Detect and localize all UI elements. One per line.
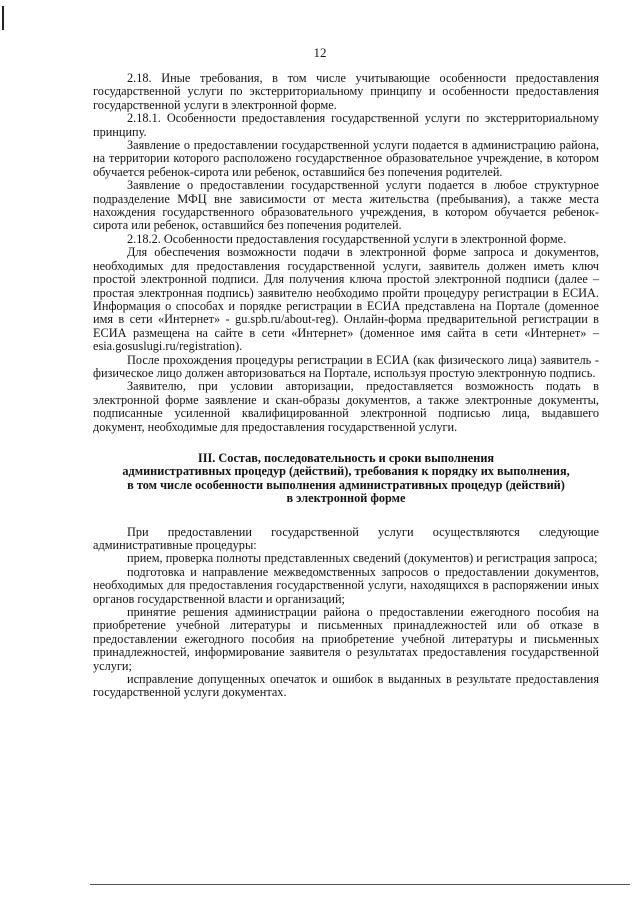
list-item-interagency-requests: подготовка и направление межведомственных запросов о предоставлении документов, необходимых для предоставления государственной услуги, находящихся в распоряжении иных органов государственной власти и организаций; [93, 564, 599, 606]
list-item-corrections: исправление допущенных опечаток и ошибок в выданных в результате предоставления государственной услуги документах. [93, 672, 599, 700]
page-edge-mark [2, 6, 4, 30]
list-item-reception: прием, проверка полноты представленных сведений (документов) и регистрация запроса; [127, 551, 598, 566]
section-heading-line-2: административных процедур (действий), требования к порядку их выполнения, [122, 464, 570, 479]
paragraph-authorization: После прохождения процедуры регистрации в ЕСИА (как физического лица) заявитель - физическое лицо должен авторизоваться на Портале, используя простую электронную подпись. [93, 352, 599, 380]
section-heading-line-3: в том числе особенности выполнения административных процедур (действий) [127, 477, 565, 492]
list-item-decision: принятие решения администрации района о предоставлении ежегодного пособия на приобретение учебной литературы и письменных принадлежностей или об отказе в предоставлении ежегодного пособия на приобретение учебной литературы и письменных принадлежностей, информирование заявителя о результатах предоставления государственной услуги; [93, 605, 599, 673]
paragraph-procedures-intro: При предоставлении государственной услуги осуществляются следующие административные процедуры: [93, 524, 599, 552]
paragraph-esia-registration: Для обеспечения возможности подачи в электронной форме запроса и документов, необходимых для предоставления государственной услуги, заявитель должен иметь ключ простой электронной подписи. Для получения ключа простой электронной подписи (далее – простая электронная подпись) заявителю необходимо пройти процедуру регистрации в ЕСИА. Информация о способах и порядке регистрации в ЕСИА представлена на Портале (доменное имя в сети «Интернет» - gu.spb.ru/about-reg). Онлайн-форма предварительной регистрации в ЕСИА размещена на сайте в сети «Интернет» (доменное имя сайта в сети «Интернет» – esia.gosuslugi.ru/registration). [93, 245, 599, 354]
paragraph-2-18: 2.18. Иные требования, в том числе учитывающие особенности предоставления государственной услуги по экстерриториальному принципу и особенности предоставления государственной услуги в электронной форме. [93, 71, 599, 112]
page-number: 12 [313, 45, 327, 60]
document-body [93, 72, 599, 700]
paragraph-application-district: Заявление о предоставлении государственной услуги подается в администрацию района, на территории которого расположено государственное образовательное учреждение, в котором обучается ребенок-сирота или ребенок, оставшийся без попечения родителей. [93, 138, 599, 179]
paragraph-2-18-2: 2.18.2. Особенности предоставления государственной услуги в электронной форме. [127, 231, 567, 246]
bottom-rule [90, 884, 630, 885]
section-heading-line-4: в электронной форме [286, 491, 406, 506]
paragraph-electronic-submission: Заявителю, при условии авторизации, предоставляется возможность подать в электронной форме заявление и скан-образы документов, а также электронные документы, подписанные усиленной квалифицированной электронной подписью лица, выдавшего документ, необходимые для предоставления государственной услуги. [93, 379, 599, 434]
paragraph-2-18-1: 2.18.1. Особенности предоставления государственной услуги по экстерриториальному принципу. [93, 111, 599, 139]
section-heading-line-1: III. Состав, последовательность и сроки выполнения [197, 450, 495, 465]
paragraph-application-mfc: Заявление о предоставлении государственной услуги подается в любое структурное подразделение МФЦ вне зависимости от места жительства (пребывания), а также места нахождения государственного образовательного учреждения, в котором обучается ребенок-сирота или ребенок, оставшийся без попечения родителей. [93, 178, 599, 233]
section-heading [93, 452, 599, 506]
